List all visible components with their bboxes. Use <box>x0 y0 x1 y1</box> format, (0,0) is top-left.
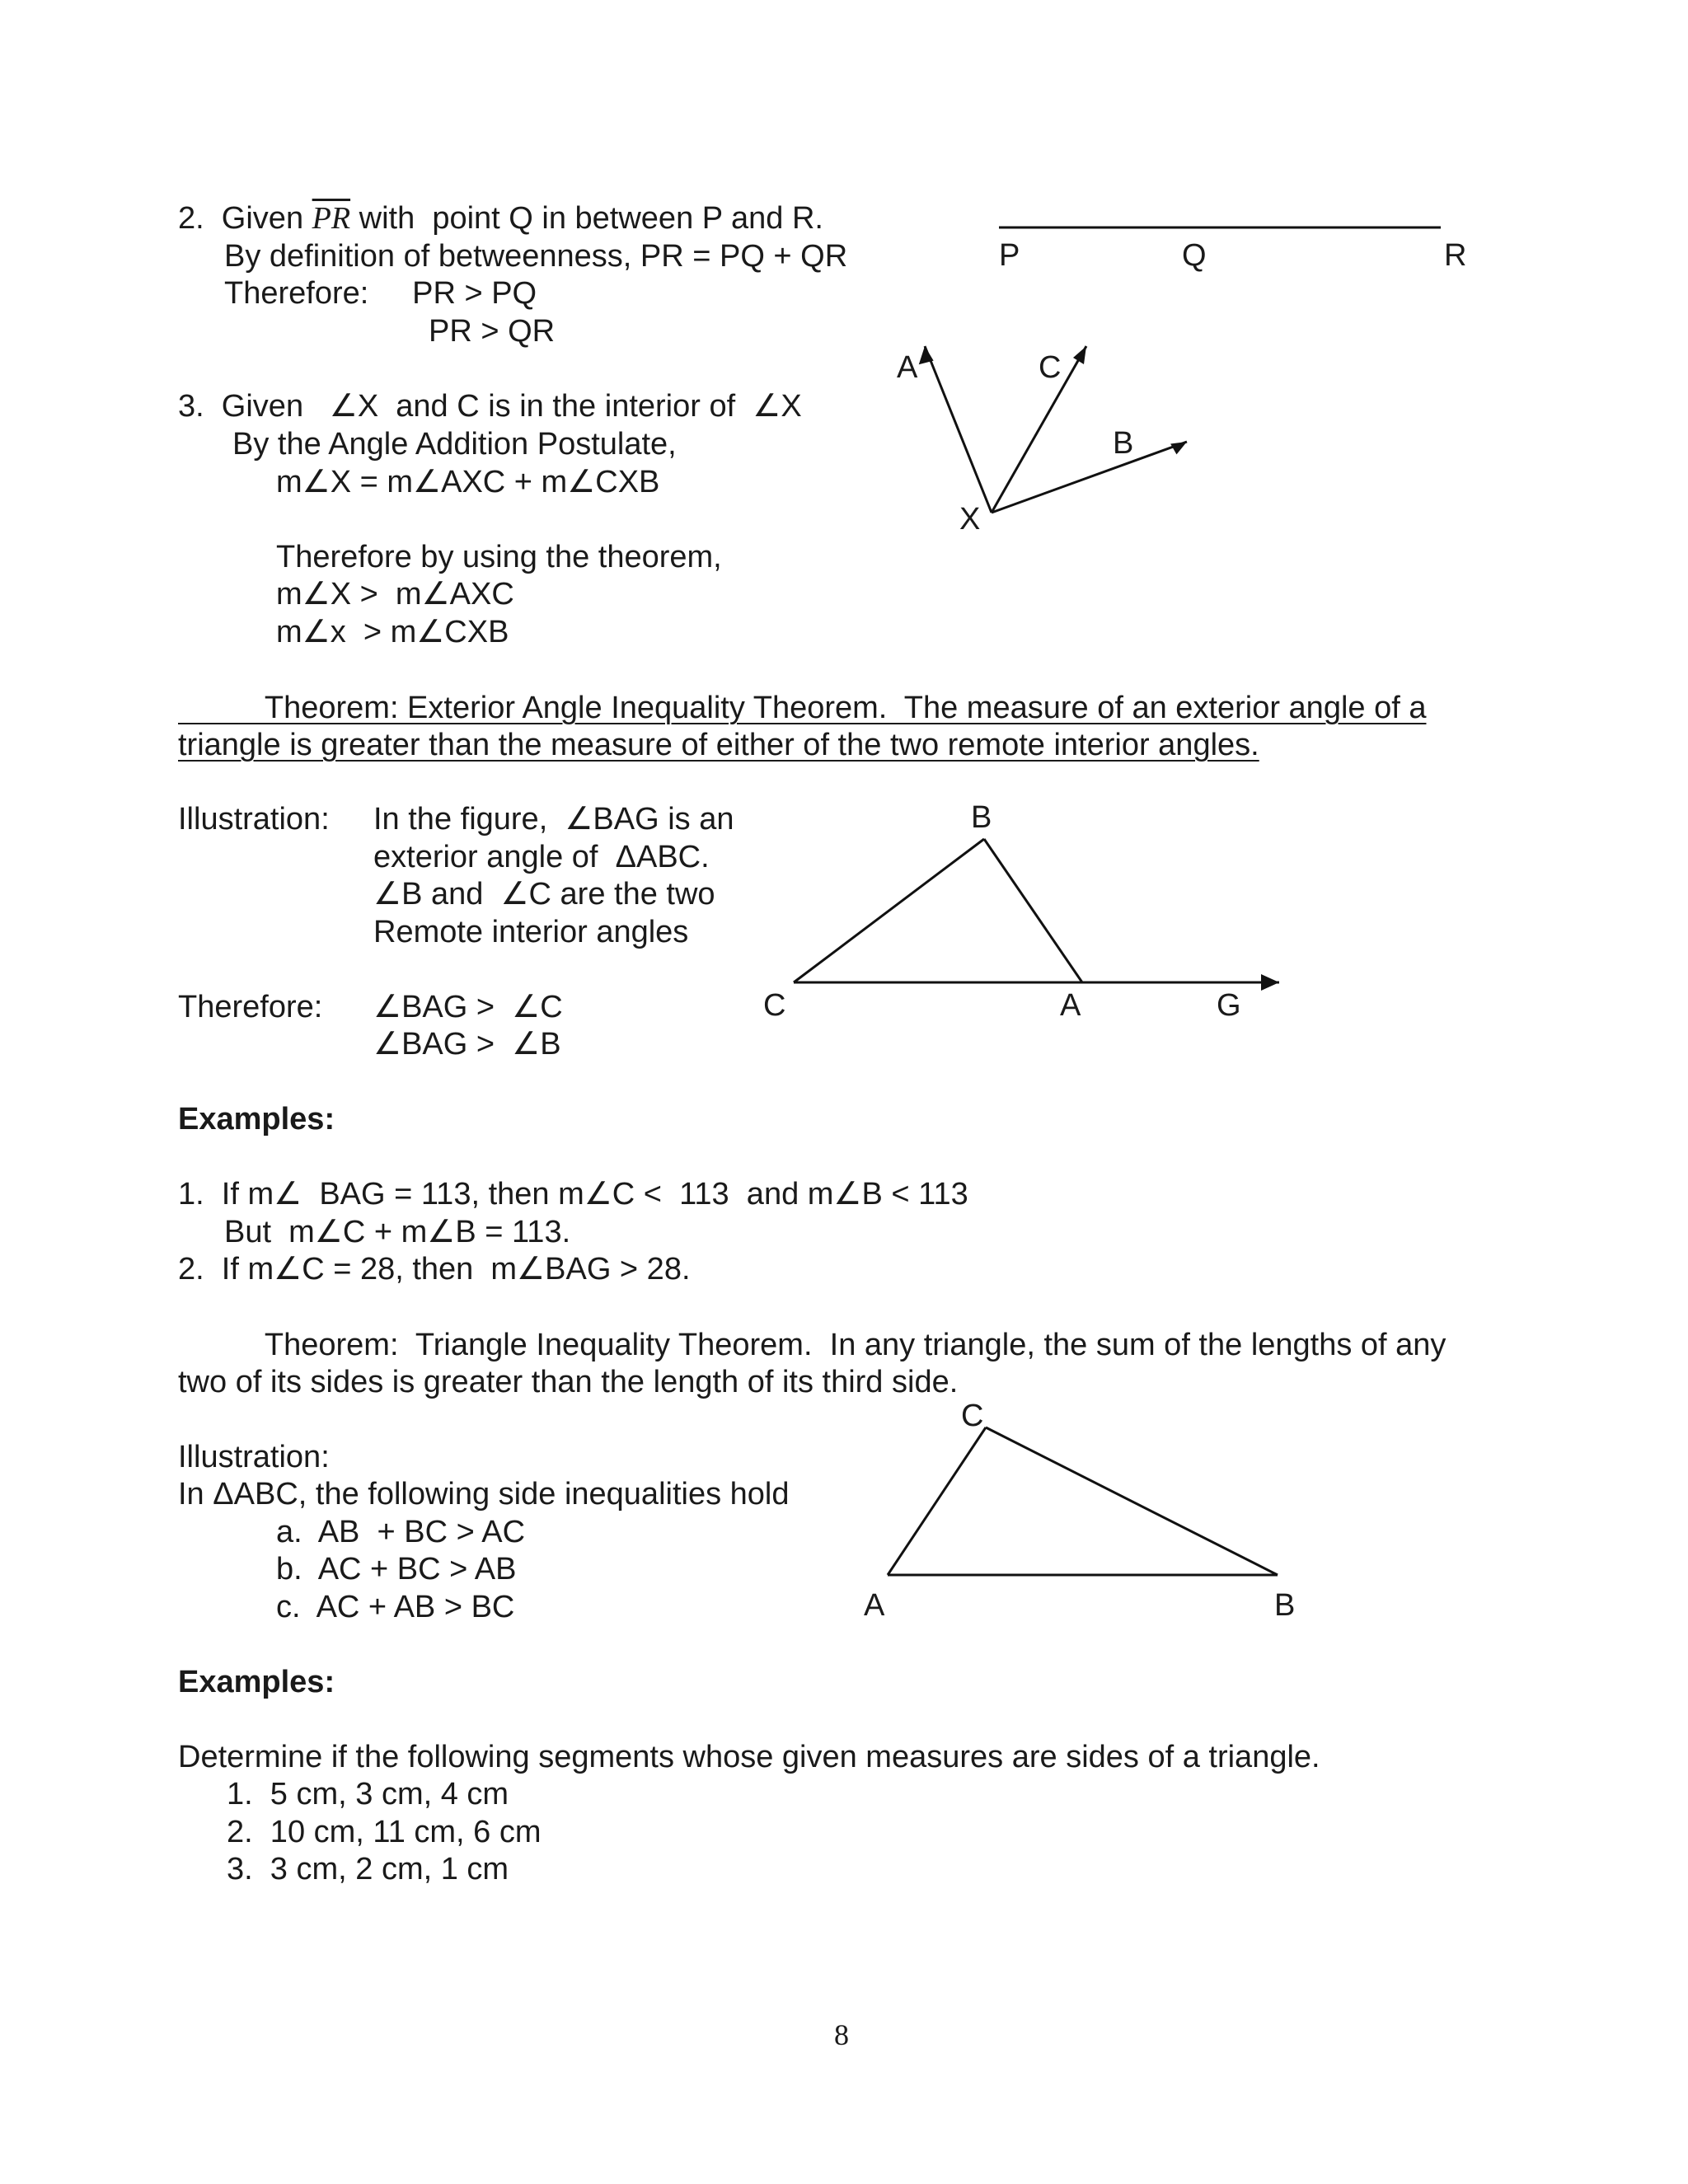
theorem1-line1: Theorem: Exterior Angle Inequality Theorem. The measure of an exterior angle of a <box>178 691 1427 725</box>
theorem2-line2: two of its sides is greater than the length of its third side. <box>178 1365 959 1399</box>
therefore-label: Therefore: <box>178 990 323 1024</box>
label-c: C <box>961 1399 984 1433</box>
example-item: 2. 10 cm, 11 cm, 6 cm <box>227 1815 542 1849</box>
illustration1-line: exterior angle of ΔABC. <box>373 840 710 874</box>
label-q: Q <box>1182 238 1207 273</box>
illustration1-line: ∠B and ∠C are the two <box>373 877 715 912</box>
section2-line2: By definition of betweenness, PR = PQ + QR <box>224 239 848 274</box>
examples1-line3: 2. If m∠C = 28, then m∠BAG > 28. <box>178 1252 691 1286</box>
label-c: C <box>1039 350 1062 385</box>
exterior-angle-triangle <box>794 839 1279 991</box>
label-a: A <box>897 350 918 385</box>
illustration1-line: In the figure, ∠BAG is an <box>373 802 734 837</box>
examples2-heading: Examples: <box>178 1665 335 1699</box>
label-b: B <box>1113 426 1134 461</box>
label-a: A <box>1060 988 1081 1023</box>
inequality-item: a. AB + BC > AC <box>276 1515 526 1549</box>
triangle-abc-figure <box>888 1427 1278 1575</box>
theorem2-line1: Theorem: Triangle Inequality Theorem. In any triangle, the sum of the lengths of any <box>178 1328 1447 1362</box>
label-p: P <box>999 238 1020 273</box>
illustration1-line: Remote interior angles <box>373 915 689 949</box>
therefore-line: ∠BAG > ∠B <box>373 1027 561 1062</box>
illustration2-label: Illustration: <box>178 1440 330 1474</box>
illustration2-intro: In ΔABC, the following side inequalities hold <box>178 1477 790 1511</box>
section2-line4: PR > QR <box>429 314 556 349</box>
segment-pr-symbol: $\overline{PR}$ <box>312 201 351 236</box>
illustration1-label: Illustration: <box>178 802 330 837</box>
examples1-line2: But m∠C + m∠B = 113. <box>224 1215 571 1249</box>
section2-line1-start: 2. Given <box>178 201 312 236</box>
therefore-line: ∠BAG > ∠C <box>373 990 563 1024</box>
inequality-item: b. AC + BC > AB <box>276 1552 517 1586</box>
label-b: B <box>971 800 992 835</box>
label-g: G <box>1217 988 1241 1023</box>
section2-line1-end: with point Q in between P and R. <box>350 201 823 236</box>
label-x: X <box>959 502 981 537</box>
theorem1-line2: triangle is greater than the measure of either of the two remote interior angles. <box>178 728 1259 762</box>
examples2-intro: Determine if the following segments whose given measures are sides of a triangle. <box>178 1740 1320 1774</box>
example-item: 1. 5 cm, 3 cm, 4 cm <box>227 1777 509 1811</box>
section3-line2: By the Angle Addition Postulate, <box>232 427 677 462</box>
example-item: 3. 3 cm, 2 cm, 1 cm <box>227 1852 509 1886</box>
page-number: 8 <box>834 2018 849 2051</box>
examples1-line1: 1. If m∠ BAG = 113, then m∠C < 113 and m∠B < 113 <box>178 1177 968 1212</box>
section2-line3: Therefore: PR > PQ <box>224 276 537 311</box>
section3-line1: 3. Given ∠X and C is in the interior of ∠X <box>178 389 802 424</box>
section3-line6: m∠x > m∠CXB <box>276 615 509 649</box>
inequality-item: c. AC + AB > BC <box>276 1590 515 1624</box>
section3-line4: Therefore by using the theorem, <box>276 540 722 574</box>
examples1-heading: Examples: <box>178 1102 335 1137</box>
label-c: C <box>763 988 786 1023</box>
section3-line3: m∠X = m∠AXC + m∠CXB <box>276 465 660 499</box>
label-a: A <box>864 1588 885 1623</box>
section3-line5: m∠X > m∠AXC <box>276 577 514 612</box>
label-b: B <box>1274 1588 1296 1623</box>
label-r: R <box>1444 238 1467 273</box>
